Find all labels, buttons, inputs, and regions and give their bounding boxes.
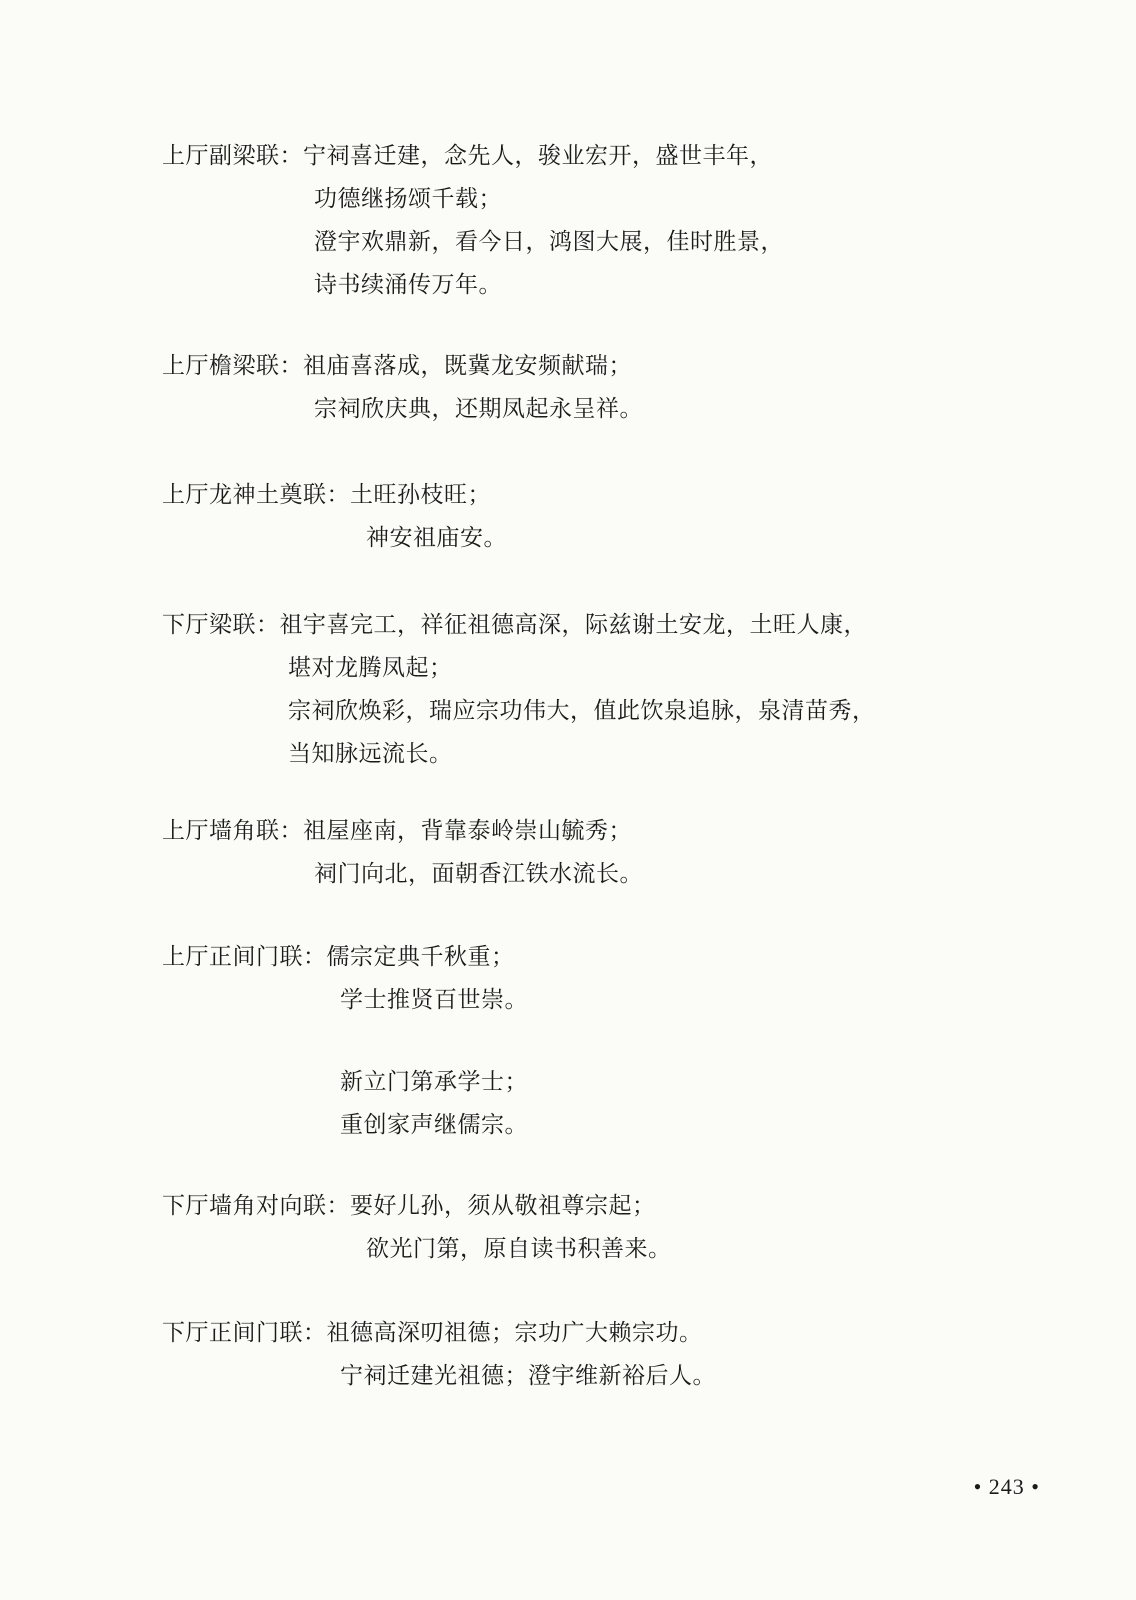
couplet-line: 功德继扬颂千载； xyxy=(314,186,502,212)
couplet-label: 上厅正间门联： xyxy=(162,944,327,970)
couplet-entry xyxy=(162,135,996,307)
couplet-line: 堪对龙腾凤起； xyxy=(288,655,453,681)
couplet-entry xyxy=(162,1312,996,1398)
couplet-line: 重创家声继儒宗。 xyxy=(340,1112,528,1138)
couplet-line: 儒宗定典千秋重； xyxy=(326,944,515,970)
couplet-entry xyxy=(162,810,996,896)
couplet-line: 宁祠迁建光祖德；澄宇维新裕后人。 xyxy=(340,1363,716,1389)
couplet-label: 上厅副梁联： xyxy=(162,143,303,169)
couplet-line: 澄宇欢鼎新，看今日，鸿图大展，佳时胜景， xyxy=(314,229,784,255)
couplet-label: 下厅墙角对向联： xyxy=(162,1193,350,1219)
couplet-entry xyxy=(162,604,996,776)
couplet-entry xyxy=(162,1185,996,1271)
couplet-line: 祖德高深叨祖德；宗功广大赖宗功。 xyxy=(326,1320,703,1346)
couplet-line: 祖屋座南，背靠泰岭崇山毓秀； xyxy=(303,818,632,844)
couplet-line: 宁祠喜迁建，念先人，骏业宏开，盛世丰年， xyxy=(303,143,773,169)
couplet-line: 诗书续涌传万年。 xyxy=(314,272,502,298)
couplet-line: 欲光门第，原自读书积善来。 xyxy=(366,1236,672,1262)
couplet-line: 土旺孙枝旺； xyxy=(350,482,491,508)
couplet-line: 祖庙喜落成，既冀龙安频献瑞； xyxy=(303,353,632,379)
couplet-line: 宗祠欣庆典，还期凤起永呈祥。 xyxy=(314,396,643,422)
couplet-label: 上厅墙角联： xyxy=(162,818,303,844)
couplet-label: 上厅龙神土奠联： xyxy=(162,482,350,508)
couplet-line: 新立门第承学士； xyxy=(340,1069,528,1095)
couplet-line: 要好儿孙，须从敬祖尊宗起； xyxy=(350,1193,656,1219)
couplet-line: 神安祖庙安。 xyxy=(366,525,507,551)
couplet-line: 学士推贤百世崇。 xyxy=(340,987,528,1013)
couplet-label: 上厅檐梁联： xyxy=(162,353,303,379)
couplet-line: 当知脉远流长。 xyxy=(288,741,453,767)
couplet-entry xyxy=(162,474,996,560)
couplet-line: 祠门向北，面朝香江铁水流长。 xyxy=(314,861,643,887)
couplet-entry xyxy=(162,345,996,431)
couplet-label: 下厅正间门联： xyxy=(162,1320,327,1346)
page-number: • 243 • xyxy=(973,1474,1040,1499)
couplet-line: 祖宇喜完工，祥征祖德高深，际兹谢土安龙，土旺人康， xyxy=(279,612,867,638)
couplet-label: 下厅梁联： xyxy=(162,612,280,638)
couplet-line: 宗祠欣焕彩，瑞应宗功伟大，值此饮泉追脉，泉清苗秀， xyxy=(288,698,876,724)
couplet-entry xyxy=(162,936,996,1147)
